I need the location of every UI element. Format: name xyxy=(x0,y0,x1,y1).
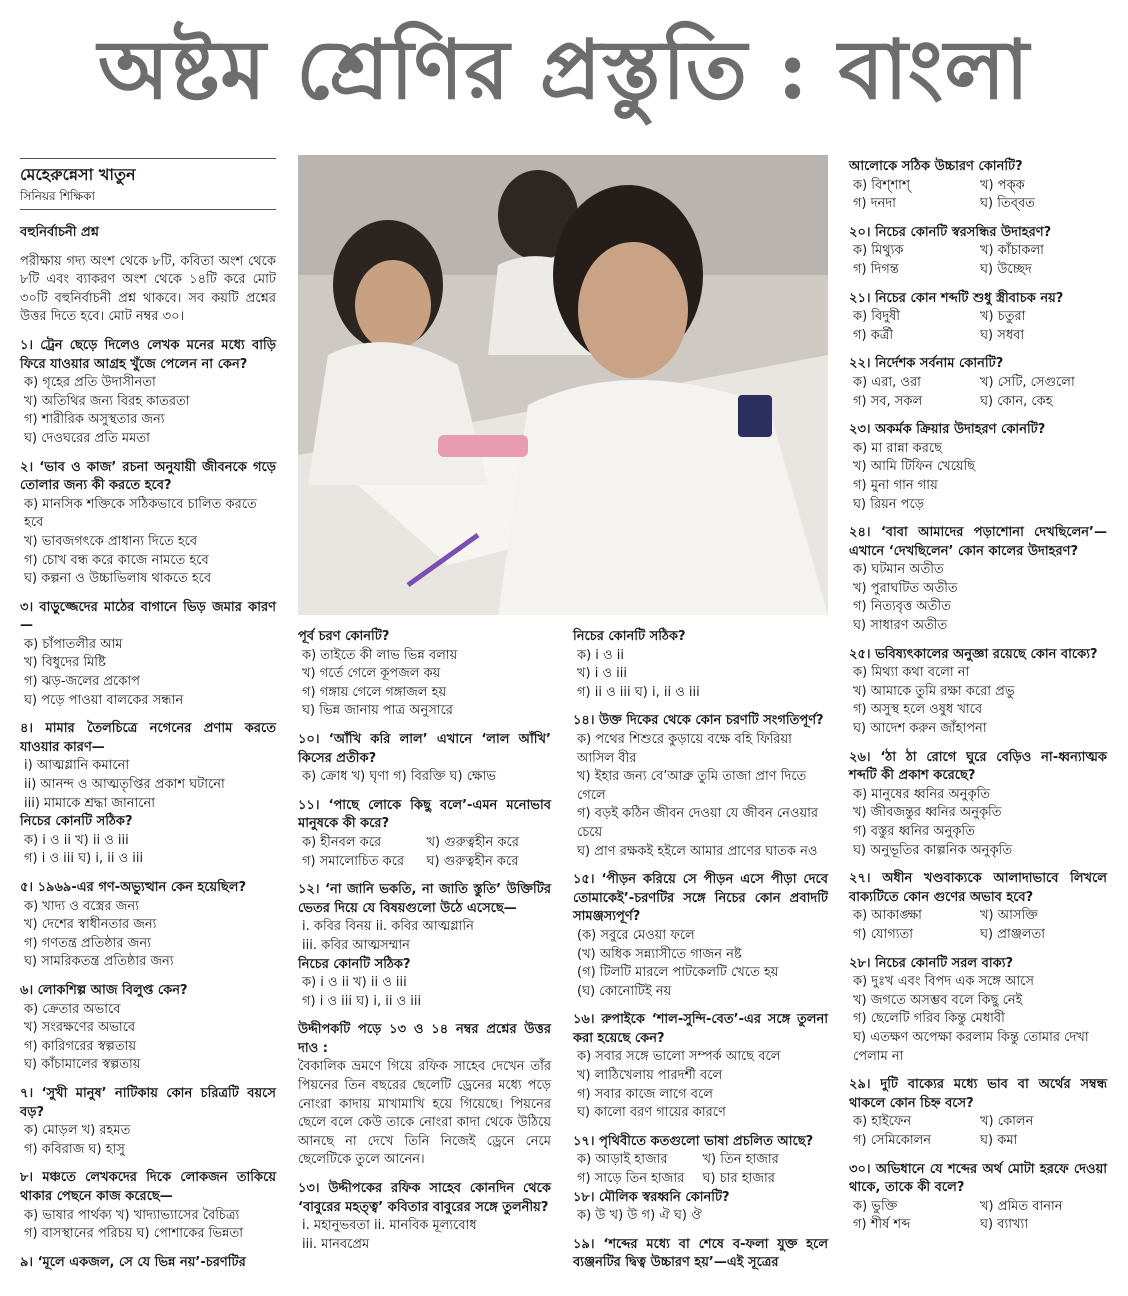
question-23 xyxy=(849,421,1107,514)
question-text: ২৫। ভবিষ্যৎকালের অনুজ্ঞা রয়েছে কোন বাক্যে? xyxy=(849,646,1098,662)
option: ক) আড়াই হাজার xyxy=(577,1152,668,1168)
option: গ) দিগন্ত xyxy=(853,261,899,277)
option: ঘ) ভিন্ন জানায় পাত্র অনুসারে xyxy=(302,703,453,719)
option: ঘ) গুরুত্বহীন করে xyxy=(426,853,519,869)
option: ক) বিশ্‌শাশ্ xyxy=(853,177,911,193)
question-text: ২৯। দুটি বাক্যের মধ্যে ভাব বা অর্থের সম্বন্ধ থাকলে কোন চিহ্ন বসে? xyxy=(849,1077,1107,1111)
option: ক) খাদ্য ও বস্ত্রের জন্য xyxy=(24,898,139,914)
option: (গ) টিলটি মারলে পাটকেলটি খেতে হয় xyxy=(577,965,779,981)
students-exam-photo xyxy=(298,155,828,615)
option: i. কবির বিনয় ii. কবির আত্মগ্লানি xyxy=(302,919,474,935)
option: ক) সবার সঙ্গে ভালো সম্পর্ক আছে বলে xyxy=(577,1049,781,1065)
question-text: ২৬। ‘ঠা ঠা রোগে ঘুরে বেড়িও না-ধ্বন্যাত্মক শব্দটি কী প্রকাশ করেছে? xyxy=(849,749,1107,784)
option: ক) দুঃখ এবং বিপদ এক সঙ্গে আসে xyxy=(853,974,1034,990)
option: গ) দনদা xyxy=(853,196,896,212)
option: গ) ছেলেটি গরিব কিন্তু মেধাবী xyxy=(853,1011,1005,1027)
question-text: ৩। বাড়ুজ্জেদের মাঠের বাগানে ভিড় জমার কারণ— xyxy=(20,599,276,634)
sub-question: নিচের কোনটি সঠিক? xyxy=(573,629,686,644)
option: ঘ) পড়ে পাওয়া বালকের সন্ধান xyxy=(24,692,184,708)
option: i. মহানুভবতা ii. মানবিক মূল্যবোধ xyxy=(302,1218,477,1234)
option: খ) পক্‌ক xyxy=(980,177,1025,193)
option: ঘ) এতক্ষণ অপেক্ষা করলাম কিন্তু তোমার দেখা পেলাম না xyxy=(853,1029,1089,1064)
option: গ) বস্তুর ধ্বনির অনুকৃতি xyxy=(853,824,975,839)
option: গ) ঝড়-জলের প্রকোপ xyxy=(24,674,140,690)
question-text: ১০। ‘আঁখি করি লাল’ এখানে ‘লাল আঁখি’ কিসের প্রতীক? xyxy=(298,731,551,766)
option: খ) পুরাঘটিত অতীত xyxy=(853,580,958,596)
answer-option: ক) i ও ii খ) ii ও iii xyxy=(302,975,407,991)
option: ক) মানসিক শক্তিকে সঠিকভাবে চালিত করতে হবে xyxy=(24,496,257,531)
option: ঘ) দেওঘরের প্রতি মমতা xyxy=(24,430,150,446)
question-text: আলোকে সঠিক উচ্চারণ কোনটি? xyxy=(849,159,1023,174)
option: ঘ) কালো বরণ গায়ের কারণে xyxy=(577,1105,726,1121)
option: i) আত্মগ্লানি কমানো xyxy=(24,758,130,774)
question-text: ১৯। ‘শব্দের মধ্যে বা শেষে ব-ফলা যুক্ত হলে ব্যঞ্জনটির দ্বিত্ব উচ্চারণ হয়’—এই সূত্রের xyxy=(573,1236,828,1271)
question-17 xyxy=(573,1133,828,1226)
option: খ) সেটি, সেগুলো xyxy=(980,374,1075,390)
question-20 xyxy=(849,224,1107,280)
option: ক) মোড়ল খ) রহমত xyxy=(24,1123,131,1139)
option: খ) ইহার জন্য বে’আব্রু তুমি তাজা প্রাণ দিতে গেলে xyxy=(577,769,807,803)
option: ঘ) ব্যাখ্যা xyxy=(980,1217,1029,1233)
option: ঘ) তিব্‌বত xyxy=(980,196,1035,212)
column-3 xyxy=(573,628,828,1283)
question-27 xyxy=(849,870,1107,944)
option: ii) আনন্দ ও আত্মতৃপ্তির প্রকাশ ঘটানো xyxy=(24,777,225,793)
option: গ) বাসস্থানের পরিচয় ঘ) পোশাকের ভিন্নতা xyxy=(24,1226,243,1242)
question-15 xyxy=(573,871,828,1001)
option: গ) সাড়ে তিন হাজার xyxy=(577,1171,685,1187)
question-text: ২৩। অকর্মক ক্রিয়ার উদাহরণ কোনটি? xyxy=(849,422,1046,438)
question-21 xyxy=(849,290,1107,346)
option: ক) গৃহের প্রতি উদাসীনতা xyxy=(24,375,156,391)
question-2 xyxy=(20,459,276,589)
question-3 xyxy=(20,599,276,711)
stimulus-heading: উদ্দীপকটি পড়ে ১৩ ও ১৪ নম্বর প্রশ্নের উত্তর দাও : xyxy=(298,1022,551,1056)
question-26 xyxy=(849,749,1107,861)
question-29 xyxy=(849,1076,1107,1150)
option: ক) মানুষের ধ্বনির অনুকৃতি xyxy=(853,786,991,802)
option: ক) i ও ii xyxy=(577,647,624,663)
option: গ) সব, সকল xyxy=(853,393,923,409)
option: গ) ii ও iii ঘ) i, ii ও iii xyxy=(577,684,700,700)
intro-paragraph: পরীক্ষায় গদ্য অংশ থেকে ৮টি, কবিতা অংশ থেকে ৮টি এবং ব্যাকরণ অংশ থেকে ১৪টি করে মোট ৩০টি বহুনির্বাচনী প্রশ্ন থাকবে। সব কয়টি প্রশ্নের উত্তর দিতে হবে। মোট নম্বর ৩০। xyxy=(20,253,276,325)
section-title: বহুনির্বাচনী প্রশ্ন xyxy=(20,225,99,240)
question-28 xyxy=(849,955,1107,1067)
option: ক) তাইতে কী লাভ ভিন্ন বলায় xyxy=(302,647,458,663)
option: iii. মানবপ্রেম xyxy=(302,1236,370,1252)
option: খ) কাঁচাকলা xyxy=(980,243,1044,259)
option: ক) উ খ) উ গ) ঐ ঘ) ঔ xyxy=(577,1208,702,1224)
column-2 xyxy=(298,628,551,1264)
question-19 xyxy=(573,1236,828,1273)
question-13 xyxy=(298,1180,551,1254)
option: গ) শারীরিক অসুস্থতার জন্য xyxy=(24,412,165,428)
masthead-title: অষ্টম শ্রেণির প্রস্তুতি : বাংলা xyxy=(98,22,1030,118)
option: ঘ) কোন, কেহ xyxy=(980,393,1053,409)
question-text: ২৮। নিচের কোনটি সরল বাক্য? xyxy=(849,955,1014,971)
question-text: পূর্ব চরণ কোনটি? xyxy=(298,629,390,644)
option: ক) পথের শিশুরে কুড়ায়ে বক্ষে বহি ফিরিয়া আসিল বীর xyxy=(577,731,792,766)
option: ক) এরা, ওরা xyxy=(853,374,921,390)
option: খ) সংরক্ষণের অভাবে xyxy=(24,1020,136,1036)
question-text: ১৩। উদ্দীপকের রফিক সাহেব কোনদিন থেকে ‘বাবুরের মহত্ত্ব’ কবিতার বাবুরের সঙ্গে তুলনীয়? xyxy=(298,1181,551,1215)
option: (ক) সবুরে মেওয়া ফলে xyxy=(577,927,695,943)
question-16 xyxy=(573,1011,828,1123)
option: খ) বিধুদের মিষ্টি xyxy=(24,655,106,671)
question-text: ৬। লোকশিল্প আজ বিলুপ্ত কেন? xyxy=(20,982,188,998)
option: ঘ) প্রাণ রক্ষকই হইলে আমার প্রাণের ঘাতক নও xyxy=(577,843,818,859)
option: গ) চোখ বন্ধ করে কাজে নামতে হবে xyxy=(24,552,209,568)
option: খ) গর্তে গেলে কূপজল কয় xyxy=(302,666,441,682)
question-text: ৮। মঞ্চতে লেখকদের দিকে লোকজন তাকিয়ে থাকার পেছনে কাজ করেছে— xyxy=(20,1170,276,1204)
option: ক) ভুক্তি xyxy=(853,1198,898,1214)
option: ঘ) আদেশ করুন জাঁহাপনা xyxy=(853,721,987,737)
option: গ) নিত্যবৃত্ত অতীত xyxy=(853,599,951,615)
question-text: ৫। ১৯৬৯-এর গণ-অভ্যুত্থান কেন হয়েছিল? xyxy=(20,880,247,895)
sub-question: নিচের কোনটি সঠিক? xyxy=(298,956,411,972)
question-text: ২৭। অধীন খণ্ডবাক্যকে আলাদাভাবে লিখলে বাক্যটিতে কোন গুণের অভাব হবে? xyxy=(849,871,1107,905)
option: ঘ) কল্পনা ও উচ্চাভিলাষ থাকতে হবে xyxy=(24,571,212,587)
question-text: ১৭। পৃথিবীতে কতগুলো ভাষা প্রচলিত আছে? xyxy=(573,1133,814,1149)
option: গ) শীর্ষ শব্দ xyxy=(853,1217,911,1233)
option: (ঘ) কোনোটিই নয় xyxy=(577,983,672,999)
question-12 xyxy=(298,881,551,1011)
option: ঘ) রিয়ন পড়ে xyxy=(853,496,924,512)
question-19-continued xyxy=(849,158,1107,214)
question-text: ১১। ‘পাছে লোকে কিছু বলে’-এমন মনোভাব মানুষকে কী করে? xyxy=(298,797,551,832)
option: ঘ) সধবা xyxy=(980,327,1025,343)
question-4 xyxy=(20,720,276,869)
option: ঘ) অনুভূতির কাল্পনিক অনুকৃতি xyxy=(853,842,1013,858)
question-text: ২। ‘ভাব ও কাজ’ রচনা অনুযায়ী জীবনকে গড়ে তোলার জন্য কী করতে হবে? xyxy=(20,459,276,494)
option: খ) জগতে অসম্ভব বলে কিছু নেই xyxy=(853,992,1023,1008)
option: (খ) অধিক সন্ন্যাসীতে গাজন নষ্ট xyxy=(577,946,742,962)
answer-option: গ) i ও iii ঘ) i, ii ও iii xyxy=(24,851,144,867)
option: খ) গুরুত্বহীন করে xyxy=(426,834,519,850)
option: ঘ) চার হাজার xyxy=(702,1171,775,1187)
photo-illustration xyxy=(298,155,828,615)
option: খ) প্রমিত বানান xyxy=(980,1198,1063,1214)
sub-question: নিচের কোনটি সঠিক? xyxy=(20,814,133,830)
option: গ) সবার কাজে লাগে বলে xyxy=(577,1086,713,1102)
option: ক) বিদুষী xyxy=(853,309,900,325)
question-text: ১২। ‘না জানি ভকতি, না জাতি স্তুতি’ উক্তিটির ভেতর দিয়ে যে বিষয়গুলো উঠে এসেছে— xyxy=(298,882,551,916)
stimulus-text: বৈকালিক ভ্রমণে গিয়ে রফিক সাহেব দেখেন তাঁর পিয়নের তিন বছরের ছেলেটি ড্রেনের মধ্যে পড়ে নোংরা কাদায় মাখামাখি হয়ে গিয়েছে। পিয়নের ছেলে বলে কেউ তাকে নোংরা কাদা থেকে উঠিয়ে আনছে না দেখে তিনি নিজেই ড্রেনে নেমে ছেলেটিকে তুলে আনেন। xyxy=(298,1059,551,1168)
question-text: ২২। নির্দেশক সর্বনাম কোনটি? xyxy=(849,356,1004,372)
option: iii) মামাকে শ্রদ্ধা জানানো xyxy=(24,795,156,811)
question-9-continued xyxy=(298,628,551,721)
option: ক) মিথ্যুক xyxy=(853,243,904,259)
option: গ) কারিগরের স্বল্পতায় xyxy=(24,1038,137,1054)
author-title: সিনিয়র শিক্ষিকা xyxy=(20,189,96,203)
question-text: ২১। নিচের কোন শব্দটি শুধু স্ত্রীবাচক নয়? xyxy=(849,290,1064,306)
option: খ) আমাকে তুমি রক্ষা করো প্রভু xyxy=(853,683,1015,699)
option: ঘ) কমা xyxy=(980,1132,1018,1148)
answer-option: গ) i ও iii ঘ) i, ii ও iii xyxy=(302,993,422,1009)
question-text: ৯। ‘মূলে একজল, সে যে ভিন্ন নয়’-চরণটির xyxy=(20,1254,246,1270)
option: ক) মা রান্না করছে xyxy=(853,440,943,456)
option: খ) জীবজন্তুর ধ্বনির অনুকৃতি xyxy=(853,805,1002,821)
option: গ) কর্ত্রী xyxy=(853,327,894,343)
question-13-continued xyxy=(573,628,828,702)
question-text: ২০। নিচের কোনটি স্বরসন্ধির উদাহরণ? xyxy=(849,224,1052,240)
option: গ) কবিরাজ ঘ) হাসু xyxy=(24,1141,125,1157)
column-1 xyxy=(20,158,276,1282)
option: ক) হীনবল করে xyxy=(302,834,382,850)
option: খ) i ও iii xyxy=(577,666,628,682)
option: গ) গঙ্গায় গেলে গঙ্গাজল হয় xyxy=(302,684,447,700)
option: গ) বড়ই কঠিন জীবন দেওয়া যে জীবন নেওয়ার চেয়ে xyxy=(577,806,819,840)
option: খ) দেশের স্বাধীনতার জন্য xyxy=(24,917,157,933)
option: ঘ) কাঁচামালের স্বল্পতায় xyxy=(24,1057,141,1073)
question-text: ১৪। উক্ত দিকের থেকে কোন চরণটি সংগতিপূর্ণ? xyxy=(573,713,824,729)
option: গ) অসুস্থ হলে ওষুধ খাবে xyxy=(853,702,983,718)
question-1 xyxy=(20,337,276,449)
option: গ) সমালোচিত করে xyxy=(302,853,405,869)
question-text: ৭। ‘সুখী মানুষ’ নাটিকায় কোন চরিত্রটি বয়সে বড়? xyxy=(20,1085,276,1120)
option: ক) ঘটমান অতীত xyxy=(853,562,944,578)
question-5 xyxy=(20,879,276,972)
question-25 xyxy=(849,646,1107,739)
question-text: ২৪। ‘বাবা আমাদের পড়াশোনা দেখছিলেন’—এখানে ‘দেখছিলেন’ কোন কালের উদাহরণ? xyxy=(849,525,1107,559)
option: খ) তিন হাজার xyxy=(702,1152,779,1168)
option: খ) ভাবজগৎকে প্রাধান্য দিতে হবে xyxy=(24,533,198,549)
column-4 xyxy=(849,158,1107,1245)
option: গ) মুনা গান গায় xyxy=(853,477,938,493)
question-14 xyxy=(573,712,828,861)
option: গ) গণতন্ত্র প্রতিষ্ঠার জন্য xyxy=(24,935,151,951)
option: ক) আকাঙ্ক্ষা xyxy=(853,908,922,924)
option: ঘ) সাধারণ অতীত xyxy=(853,618,948,634)
option: ঘ) প্রাঞ্জলতা xyxy=(980,926,1046,942)
question-text: ১৬। রুপাইকে ‘শাল-সুন্দি-বেত’-এর সঙ্গে তুলনা করা হয়েছে কেন? xyxy=(573,1012,828,1046)
option: গ) সেমিকোলন xyxy=(853,1132,932,1148)
question-text: ১৮। মৌলিক স্বরধ্বনি কোনটি? xyxy=(573,1189,730,1205)
option: ক) চাঁপাতলীর আম xyxy=(24,636,123,652)
question-22 xyxy=(849,355,1107,411)
option: খ) আসক্তি xyxy=(980,908,1038,924)
option: ক) ক্রেতার অভাবে xyxy=(24,1001,121,1017)
option: iii. কবির আত্মসম্মান xyxy=(302,937,410,953)
question-text: ৩০। অভিধানে যে শব্দের অর্থ মোটা হরফে দেওয়া থাকে, তাকে কী বলে? xyxy=(849,1161,1107,1196)
question-9 xyxy=(20,1254,276,1273)
author-box xyxy=(20,158,276,210)
question-10 xyxy=(298,731,551,787)
option: ক) ভাষার পার্থক্য খ) খাদ্যাভ্যাসের বৈচিত্র্য xyxy=(24,1207,240,1223)
question-6 xyxy=(20,982,276,1075)
option: ক) হাইফেন xyxy=(853,1114,912,1130)
option: খ) অতিথির জন্য বিরহ কাতরতা xyxy=(24,393,190,409)
question-8 xyxy=(20,1169,276,1243)
option: ক) ক্রোধ খ) ঘৃণা গ) বিরক্তি ঘ) ক্ষোভ xyxy=(302,769,496,785)
question-text: ৪। মামার তৈলচিত্রে নগেনের প্রণাম করতে যাওয়ার কারণ— xyxy=(20,721,276,755)
option: খ) কোলন xyxy=(980,1114,1034,1130)
answer-option: ক) i ও ii খ) ii ও iii xyxy=(24,832,129,848)
option: ঘ) উচ্ছেদ xyxy=(980,261,1032,277)
author-name: মেহেরুন্নেসা খাতুন xyxy=(20,165,136,184)
option: ঘ) সামরিকতন্ত্র প্রতিষ্ঠার জন্য xyxy=(24,954,174,970)
stimulus-block xyxy=(298,1021,551,1170)
question-30 xyxy=(849,1161,1107,1235)
option: খ) আমি টিফিন খেয়েছি xyxy=(853,459,976,475)
option: খ) লাঠিখেলায় পারদর্শী বলে xyxy=(577,1068,723,1084)
option: খ) চতুরা xyxy=(980,309,1026,325)
option: গ) যোগ্যতা xyxy=(853,926,914,942)
question-11 xyxy=(298,797,551,871)
question-text: ১৫। ‘পীড়ন করিয়ে সে পীড়ন এসে পীড়া দেবে তোমাকেই’-চরণটির সঙ্গে নিচের কোন প্রবাদটি সামঞ্জস্যপূর্ণ? xyxy=(573,872,828,925)
question-text: ১। ট্রেন ছেড়ে দিলেও লেখক মনের মধ্যে বাড়ি ফিরে যাওয়ার আগ্রহ খুঁজে পেলেন না কেন? xyxy=(20,337,276,372)
option: ক) মিথ্যা কথা বলো না xyxy=(853,665,970,681)
question-7 xyxy=(20,1085,276,1159)
question-24 xyxy=(849,524,1107,636)
